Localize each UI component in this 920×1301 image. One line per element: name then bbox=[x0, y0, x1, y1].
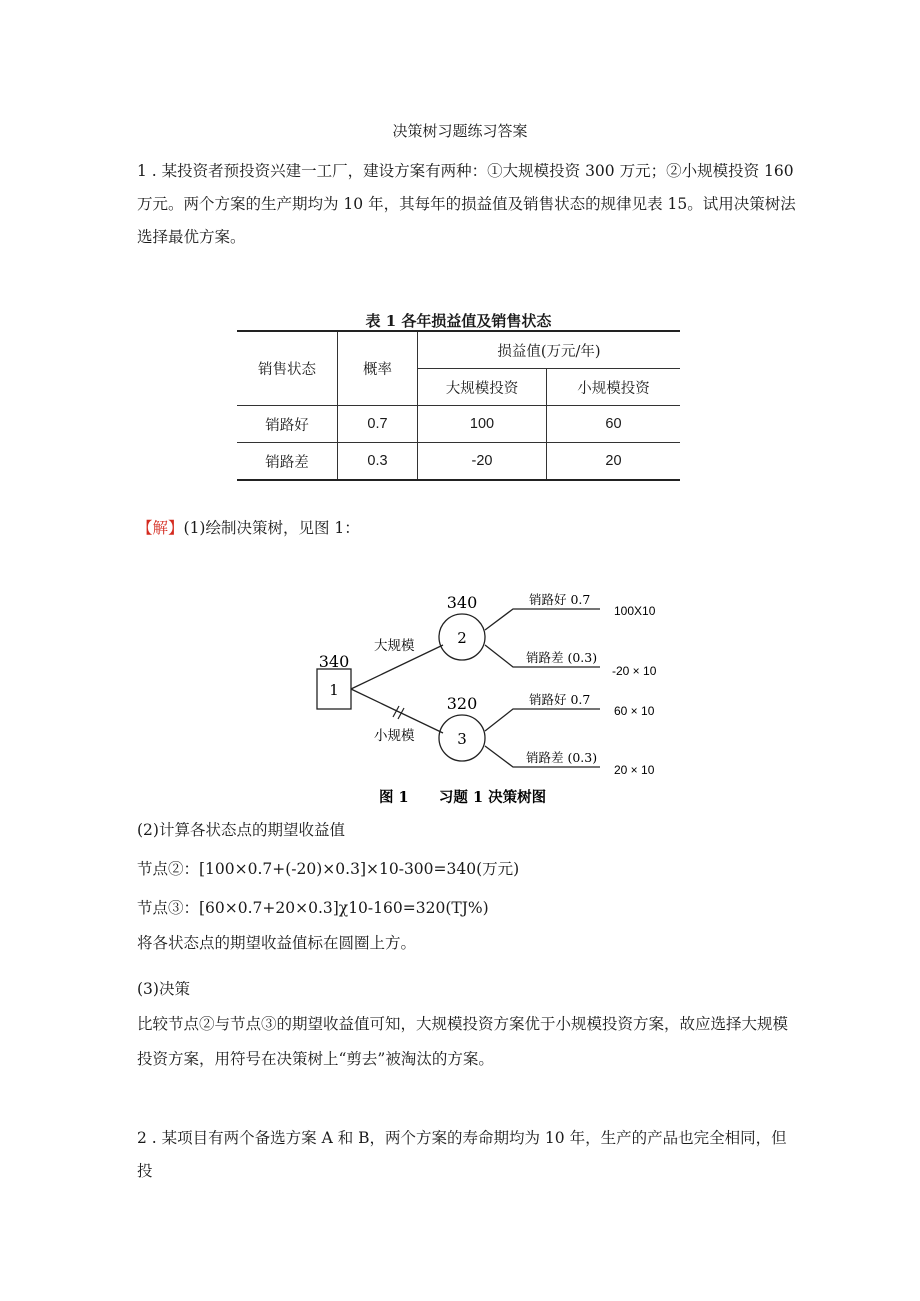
header-state: 销售状态 bbox=[237, 331, 338, 406]
step-3-heading: (3)决策 bbox=[137, 980, 190, 998]
root-node-label: 1 bbox=[329, 681, 339, 699]
table-caption: 表 1 各年损益值及销售状态 bbox=[365, 312, 552, 330]
solution-tag: 【解】 bbox=[137, 519, 184, 537]
node-3-good-branch bbox=[485, 709, 600, 731]
step-3-line-2: 投资方案，用符号在决策树上“剪去”被淘汰的方案。 bbox=[137, 1050, 494, 1068]
node-2-value: 340 bbox=[446, 593, 478, 612]
step-2-node-2: 节点②：[100×0.7+(-20)×0.3]×10-300=340(万元) bbox=[137, 860, 520, 878]
step-2 bbox=[137, 814, 797, 960]
branch-small-line bbox=[351, 689, 443, 733]
step-3-line-1: 比较节点②与节点③的期望收益值可知，大规模投资方案优于小规模投资方案，故应选择大规模 bbox=[137, 1015, 789, 1033]
step-2-note: 将各状态点的期望收益值标在圆圈上方。 bbox=[137, 934, 417, 952]
node-2-label: 2 bbox=[457, 629, 467, 647]
question-1-line-3: 选择最优方案。 bbox=[137, 228, 246, 246]
cell-small: 20 bbox=[547, 443, 681, 481]
outcome-2: -20 × 10 bbox=[612, 664, 657, 678]
outcome-3: 60 × 10 bbox=[614, 704, 655, 718]
figure-caption: 图 1 习题 1 决策树图 bbox=[379, 789, 547, 806]
cell-state: 销路差 bbox=[237, 443, 338, 481]
document-title: 决策树习题练习答案 bbox=[392, 122, 528, 140]
cell-large: -20 bbox=[418, 443, 547, 481]
node-3-bad-label: 销路差 (0.3) bbox=[526, 750, 598, 765]
node-2-good-branch bbox=[485, 609, 600, 630]
node-2-bad-label: 销路差 (0.3) bbox=[526, 650, 598, 665]
branch-large-label: 大规模 bbox=[374, 638, 415, 654]
header-large: 大规模投资 bbox=[418, 369, 547, 406]
step-3 bbox=[137, 973, 797, 1076]
header-small: 小规模投资 bbox=[547, 369, 681, 406]
step-2-heading: (2)计算各状态点的期望收益值 bbox=[137, 821, 345, 839]
cell-small: 60 bbox=[547, 406, 681, 443]
cell-probability: 0.3 bbox=[338, 443, 418, 481]
question-2 bbox=[137, 1122, 797, 1188]
header-probability: 概率 bbox=[338, 331, 418, 406]
question-2-line-1: 2 . 某项目有两个备选方案 A 和 B，两个方案的寿命期均为 10 年，生产的产品也完全相同，但投 bbox=[137, 1129, 787, 1180]
node-2-good-label: 销路好 0.7 bbox=[529, 592, 591, 607]
header-value: 损益值(万元/年) bbox=[418, 331, 681, 369]
root-node-value: 340 bbox=[318, 652, 350, 671]
cell-large: 100 bbox=[418, 406, 547, 443]
question-1-line-2: 万元。两个方案的生产期均为 10 年，其每年的损益值及销售状态的规律见表 15。试用决策树法 bbox=[137, 195, 796, 213]
outcome-4: 20 × 10 bbox=[614, 763, 655, 777]
branch-small-label: 小规模 bbox=[374, 728, 415, 744]
cell-probability: 0.7 bbox=[338, 406, 418, 443]
outcome-1: 100X10 bbox=[614, 604, 656, 618]
node-3-good-label: 销路好 0.7 bbox=[529, 692, 591, 707]
question-1-line-1: 1 . 某投资者预投资兴建一工厂，建设方案有两种：①大规模投资 300 万元；②小规模投资 160 bbox=[137, 162, 794, 180]
cell-state: 销路好 bbox=[237, 406, 338, 443]
node-3-value: 320 bbox=[446, 694, 478, 713]
solution-step-1-text: (1)绘制决策树，见图 1： bbox=[183, 519, 360, 537]
step-2-node-3: 节点③：[60×0.7+20×0.3]χ10-160=320(TJ%) bbox=[137, 899, 489, 917]
node-3-label: 3 bbox=[457, 730, 467, 748]
